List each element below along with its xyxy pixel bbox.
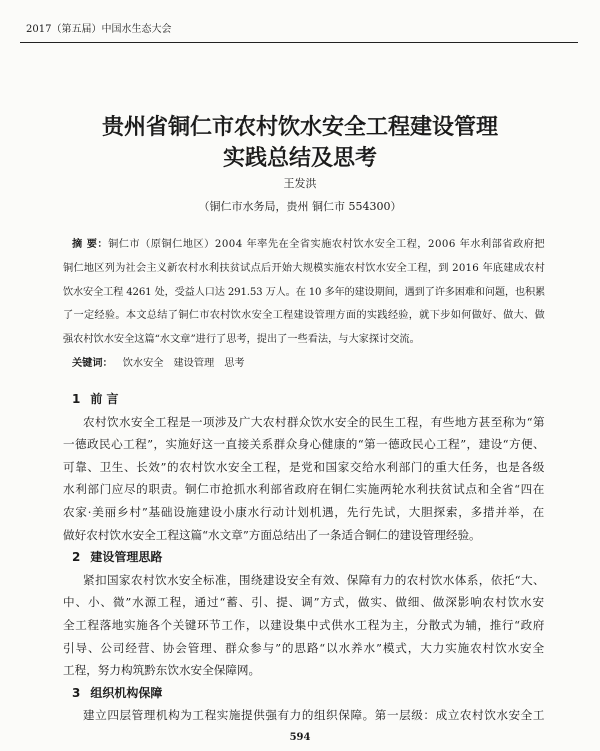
body-line bbox=[63, 637, 545, 660]
body-line-text: 做好农村饮水安全工程这篇“水文章”方面总结出了一条适合铜仁的建设管理经验。 bbox=[63, 527, 481, 542]
body-line bbox=[63, 704, 545, 727]
abstract-line bbox=[63, 257, 545, 281]
body-line bbox=[63, 478, 545, 501]
keyword: 建设管理 bbox=[173, 357, 215, 369]
abstract-line bbox=[63, 233, 545, 257]
section-title: 前 言 bbox=[90, 392, 119, 406]
author-affiliation: （铜仁市水务局，贵州 铜仁市 554300） bbox=[198, 200, 402, 213]
abstract-line-text: 强农村饮水安全这篇“水文章”进行了思考，提出了一些看法，与大家探讨交流。 bbox=[63, 334, 420, 346]
body-line bbox=[63, 411, 545, 434]
running-header: 2017（第五届）中国水生态大会 bbox=[26, 24, 172, 35]
section-heading bbox=[63, 388, 545, 411]
abstract-text: 铜仁市（原铜仁地区）2004 年率先在全省实施农村饮水安全工程，2006 年水利部省政府把 bbox=[108, 239, 545, 250]
body-line bbox=[63, 524, 545, 547]
abstract-label: 摘 要： bbox=[72, 238, 109, 250]
body-line-text: 一德政民心工程”，实施好这一直接关系群众身心健康的“第一德政民心工程”，建设“方便、 bbox=[63, 437, 545, 452]
section-heading bbox=[63, 546, 545, 569]
body-line-text: 农家·美丽乡村”基础设施建设小康水行动计划机遇，先行先试，大胆探索，多措并举，在 bbox=[63, 504, 545, 519]
body-line bbox=[63, 456, 545, 479]
body-line bbox=[63, 433, 545, 456]
abstract-line bbox=[63, 328, 545, 352]
abstract-line bbox=[63, 304, 545, 328]
body-line-text: 工程，努力构筑黔东饮水安全保障网。 bbox=[63, 663, 261, 678]
abstract-line-text: 了一定经验。本文总结了铜仁市农村饮水安全工程建设管理方面的实践经验，就下步如何做好、做大、做 bbox=[63, 310, 545, 322]
keyword: 思考 bbox=[224, 357, 245, 369]
keyword: 饮水安全 bbox=[122, 357, 164, 369]
section-heading bbox=[63, 682, 545, 705]
abstract bbox=[63, 233, 545, 376]
abstract-line-text: 饮水安全工程 4261 处，受益人口达 291.53 万人。在 10 多年的建设期间，遇到了许多困难和问题，也积累 bbox=[63, 286, 545, 298]
section-number: 2 bbox=[72, 550, 81, 565]
body-line bbox=[63, 614, 545, 637]
keywords-line bbox=[63, 352, 545, 376]
abstract-line bbox=[63, 281, 545, 305]
body-line bbox=[63, 501, 545, 524]
page-number: 594 bbox=[289, 732, 311, 743]
body-line-text: 水利部门应尽的职责。铜仁市抢抓水利部省政府在铜仁实施两轮水利扶贫试点和全省“四在 bbox=[63, 482, 545, 497]
body-line-text: 建立四层管理机构为工程实施提供强有力的组织保障。第一层级：成立农村饮水安全工 bbox=[83, 708, 545, 723]
paper-title-line-1: 贵州省铜仁市农村饮水安全工程建设管理 bbox=[101, 114, 498, 140]
body-line-text: 中、小、微”水源工程，通过“蓄、引、提、调”方式，做实、做细、做深影响农村饮水安 bbox=[63, 595, 545, 610]
author-name: 王发洪 bbox=[283, 177, 317, 190]
body-line-text: 引导、公司经营、协会管理、群众参与”的思路“以水养水”模式，大力实施农村饮水安全 bbox=[63, 640, 545, 655]
body-line-text: 紧扣国家农村饮水安全标准，围绕建设安全有效、保障有力的农村饮水体系，依托“大、 bbox=[83, 572, 545, 587]
section-title: 组织机构保障 bbox=[90, 685, 163, 700]
body-line bbox=[63, 591, 545, 614]
body-line-text: 全工程落地实施各个关键环节工作，以建设集中式供水工程为主，分散式为辅，推行“政府 bbox=[63, 617, 545, 632]
body-line-text: 农村饮水安全工程是一项涉及广大农村群众饮水安全的民生工程，有些地方甚至称为“第 bbox=[83, 414, 545, 429]
keywords-label: 关键词： bbox=[72, 356, 113, 369]
abstract-line-text: 铜仁地区列为社会主义新农村水利扶贫试点后开始大规模实施农村饮水安全工程，到 2016 年底建成农村 bbox=[63, 262, 545, 274]
abstract-line-text bbox=[72, 239, 545, 250]
body-line bbox=[63, 659, 545, 682]
section-number: 3 bbox=[72, 685, 81, 700]
paper-title-line-2: 实践总结及思考 bbox=[222, 145, 377, 171]
section-number: 1 bbox=[72, 392, 81, 406]
body-line bbox=[63, 569, 545, 592]
body-line-text: 可靠、卫生、长效”的农村饮水安全工程，是党和国家交给水利部门的重大任务，也是各级 bbox=[63, 459, 545, 474]
section-title: 建设管理思路 bbox=[90, 550, 163, 565]
header-rule bbox=[20, 42, 578, 43]
body-text bbox=[63, 388, 545, 727]
